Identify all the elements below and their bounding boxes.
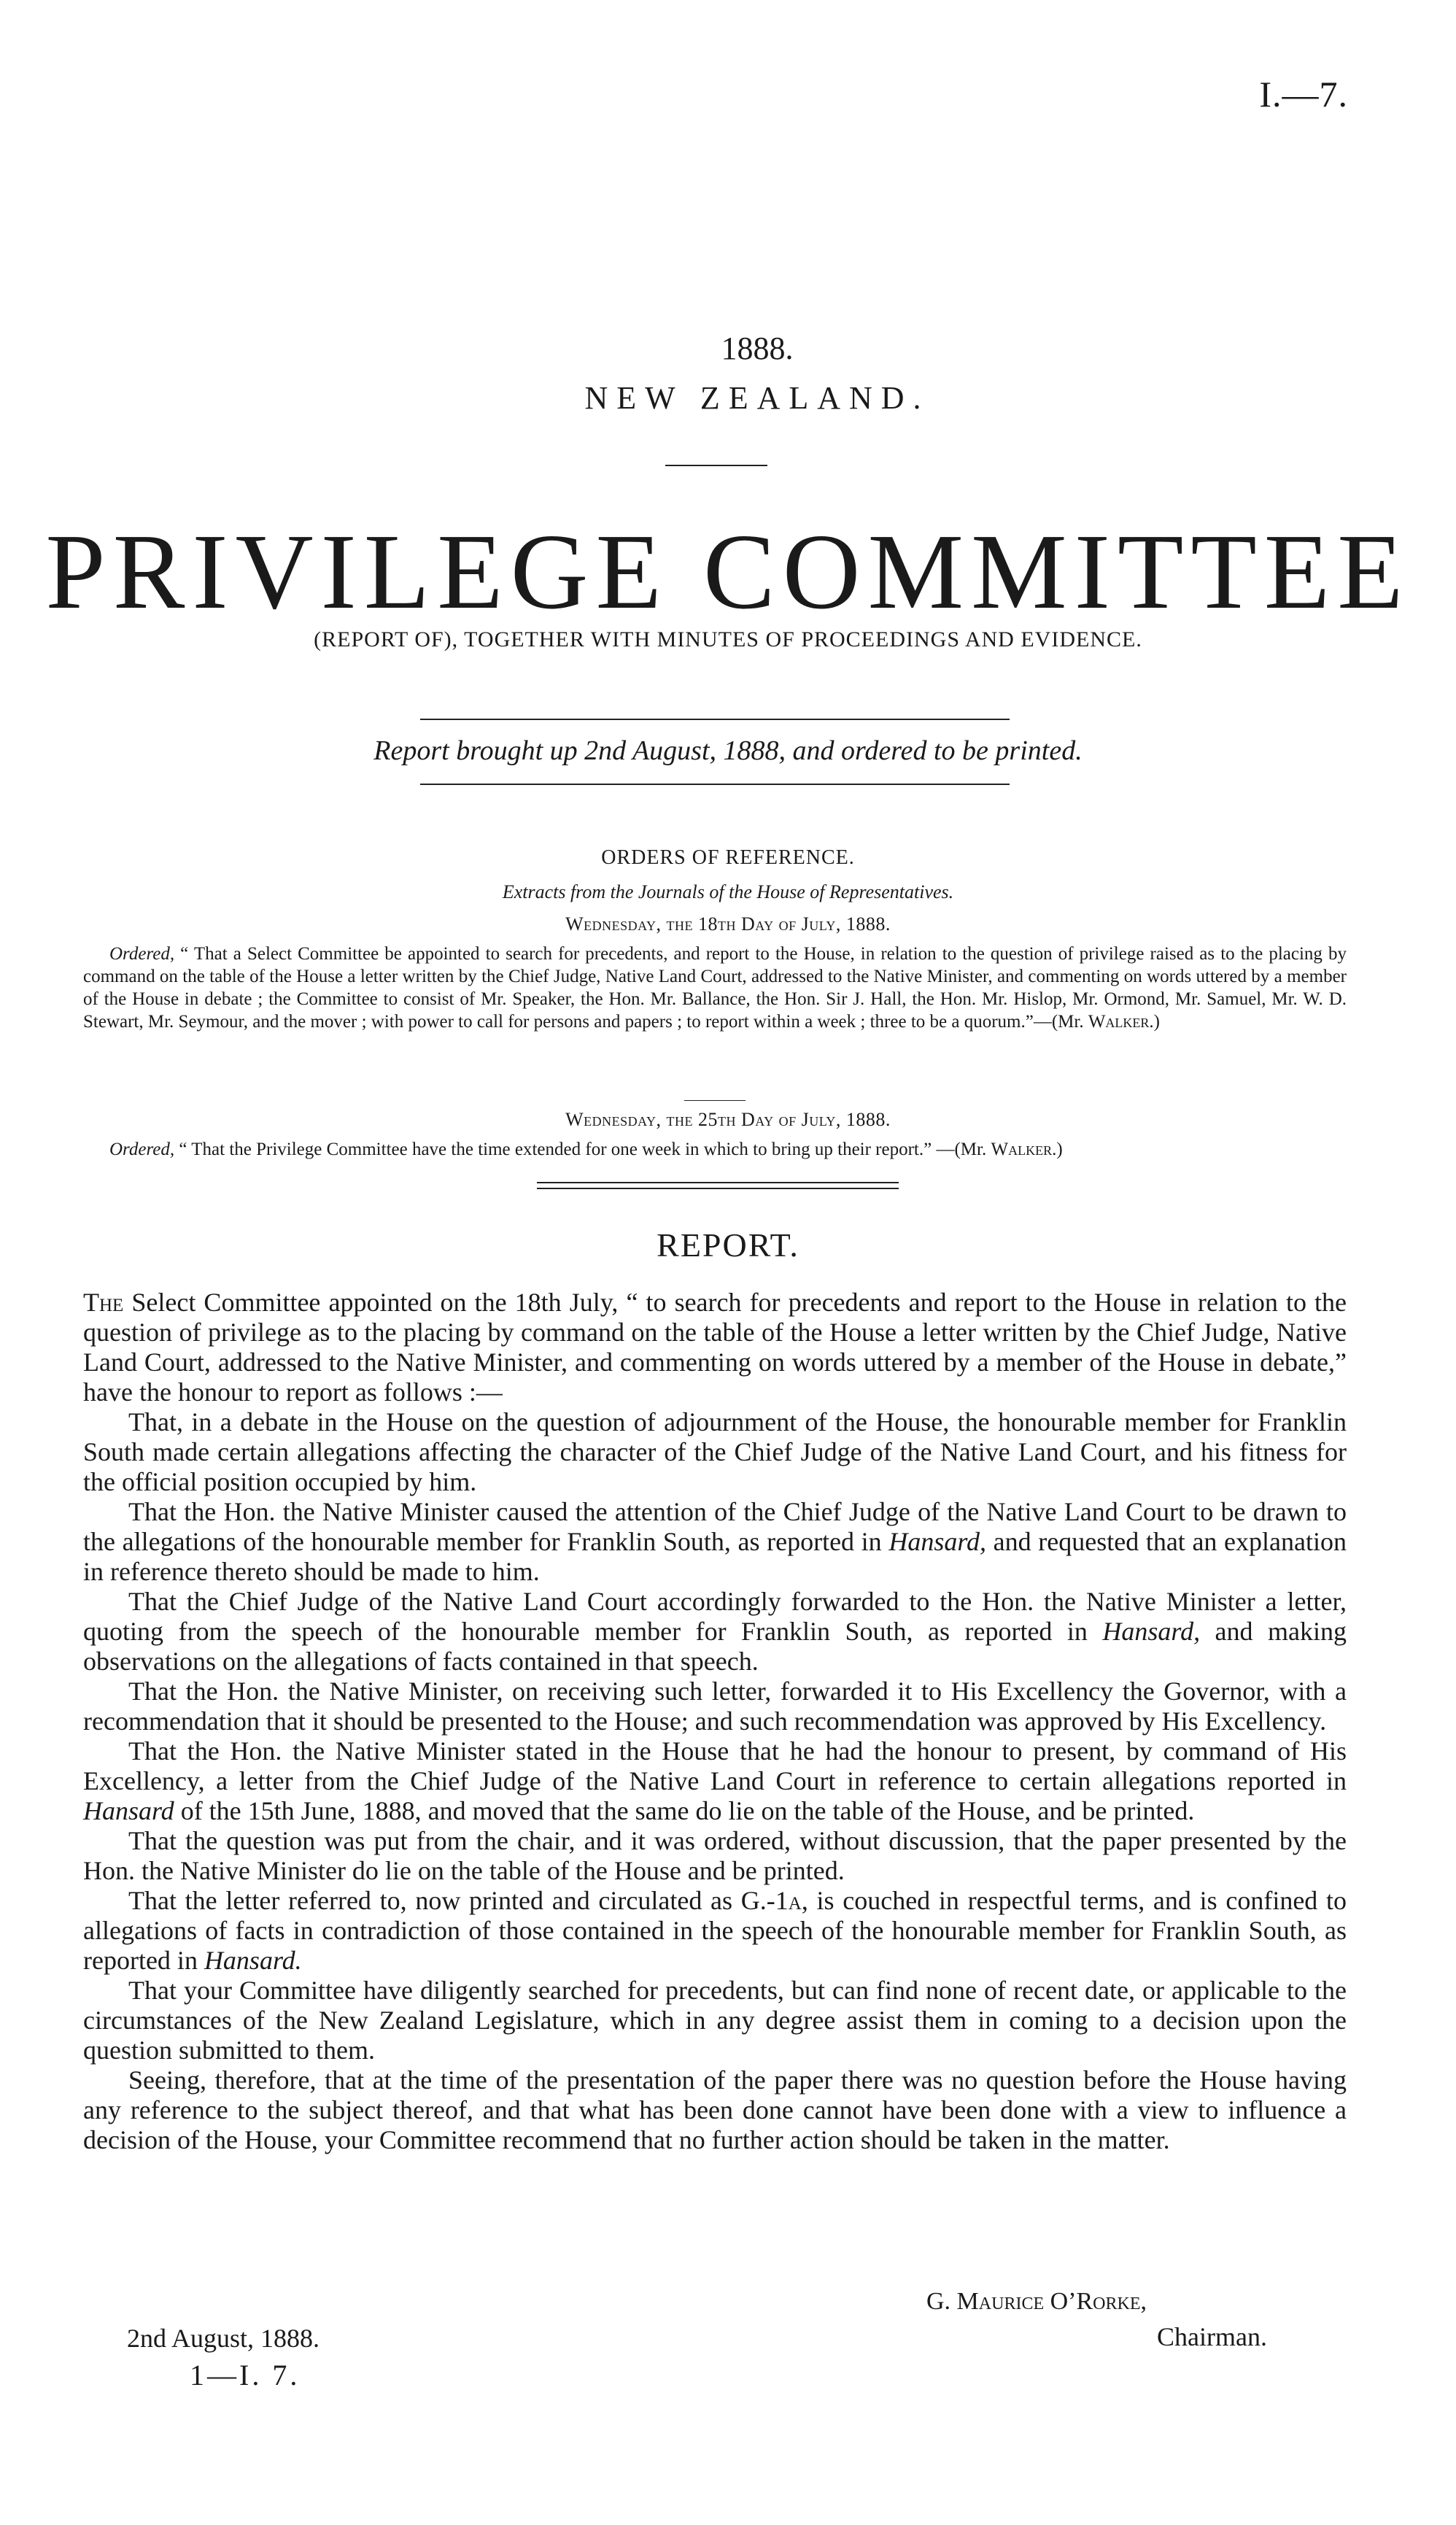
report-paragraph-8: That the letter referred to, now printed and circulated as G.-1a, is couched in respectful terms, and is confined to allegations of facts in contradiction of those contained in the speech of the honourable member for Franklin South, as reported in Hansard. bbox=[83, 1886, 1347, 1975]
divider-short bbox=[665, 465, 767, 466]
order-of-reference-1: Ordered, “ That a Select Committee be appointed to search for precedents, and report to the House, in relation to the question of privilege raised as to the placing by command on the table of the House a letter written by the Chief Judge, Native Land Court, addressed to the Native Minister, and commenting on words uttered by a member of the House in debate ; the Committee to consist of Mr. Speaker, the Hon. Mr. Ballance, the Hon. Sir J. Hall, the Hon. Mr. Hislop, Mr. Ormond, Mr. Samuel, Mr. W. D. Stewart, Mr. Seymour, and the mover ; with power to call for persons and papers ; to report within a week ; three to be a quorum.”—(Mr. Walker.) bbox=[83, 944, 1347, 1032]
divider-lower bbox=[420, 784, 1010, 785]
report-paragraph-1: The Select Committee appointed on the 18th July, “ to search for precedents and report to the House in relation to the question of privilege as to the placing by command on the table of the House a letter written by the Chief Judge, Native Land Court, addressed to the Native Minister, and commenting on words uttered by a member of the House in debate,” have the honour to report as follows :— bbox=[83, 1288, 1347, 1407]
report-heading: REPORT. bbox=[657, 1226, 799, 1264]
report-paragraph-5: That the Hon. the Native Minister, on receiving such letter, forwarded it to His Excellency the Governor, with a recommendation that it should be presented to the House; and such recommendation was approved by His Excellency. bbox=[83, 1677, 1347, 1736]
divider-upper bbox=[420, 719, 1010, 720]
page-identifier: I.—7. bbox=[1259, 74, 1348, 115]
document-title: PRIVILEGE COMMITTEE bbox=[45, 512, 1411, 632]
report-paragraph-10: Seeing, therefore, that at the time of the presentation of the paper there was no question before the House having any reference to the subject thereof, and that what has been done cannot have been done with a view to influence a decision of the House, your Committee recommend that no further action should be taken in the matter. bbox=[83, 2065, 1347, 2154]
chairman-title: Chairman. bbox=[1157, 2322, 1267, 2351]
document-subtitle: (REPORT OF), TOGETHER WITH MINUTES OF PROCEEDINGS AND EVIDENCE. bbox=[314, 627, 1142, 651]
chairman-name: G. Maurice O’Rorke, bbox=[926, 2288, 1147, 2315]
double-rule-top bbox=[537, 1182, 899, 1183]
journal-extracts-line: Extracts from the Journals of the House of Representatives. bbox=[502, 881, 954, 902]
report-paragraph-3: That the Hon. the Native Minister caused the attention of the Chief Judge of the Native Land Court to be drawn to the allegations of the honourable member for Franklin South, as reported in Hansard, and requested that an explanation in reference thereto should be made to him. bbox=[83, 1497, 1347, 1586]
folio-mark: 1—I. 7. bbox=[190, 2359, 301, 2391]
report-paragraph-2: That, in a debate in the House on the question of adjournment of the House, the honourable member for Franklin South made certain allegations affecting the character of the Chief Judge of the Native Land Court, and his fitness for the official position occupied by him. bbox=[83, 1407, 1347, 1496]
report-brought-up-note: Report brought up 2nd August, 1888, and ordered to be printed. bbox=[373, 735, 1083, 766]
document-year: 1888. bbox=[721, 330, 794, 366]
report-paragraph-4: That the Chief Judge of the Native Land Court accordingly forwarded to the Hon. the Native Minister a letter, quoting from the speech of the honourable member for Franklin South, as reported in Hansard, and making observations on the allegations of facts contained in that speech. bbox=[83, 1587, 1347, 1676]
report-paragraph-7: That the question was put from the chair, and it was ordered, without discussion, that the paper presented by the Hon. the Native Minister do lie on the table of the House and be printed. bbox=[83, 1826, 1347, 1885]
orders-of-reference-heading: ORDERS OF REFERENCE. bbox=[601, 846, 855, 869]
report-paragraph-9: That your Committee have diligently searched for precedents, but can find none of recent date, or applicable to the circumstances of the New Zealand Legislature, which in any degree assist them in coming to a decision upon the question submitted to them. bbox=[83, 1976, 1347, 2065]
report-paragraph-6: That the Hon. the Native Minister stated in the House that he had the honour to present, by command of His Excellency, a letter from the Chief Judge of the Native Land Court in reference to certain allegations reported in Hansard of the 15th June, 1888, and moved that the same do lie on the table of the House, and be printed. bbox=[83, 1736, 1347, 1825]
order-of-reference-2: Ordered, “ That the Privilege Committee have the time extended for one week in which to bring up their report.” —(Mr. Walker.) bbox=[109, 1140, 1063, 1159]
double-rule-bottom bbox=[537, 1188, 899, 1189]
report-body bbox=[83, 1288, 1347, 2155]
divider-tiny bbox=[684, 1100, 746, 1101]
order-date-1: Wednesday, the 18th Day of July, 1888. bbox=[565, 913, 891, 935]
country-heading: NEW ZEALAND. bbox=[584, 380, 930, 416]
order-date-2: Wednesday, the 25th Day of July, 1888. bbox=[565, 1109, 891, 1130]
report-date: 2nd August, 1888. bbox=[127, 2324, 320, 2353]
